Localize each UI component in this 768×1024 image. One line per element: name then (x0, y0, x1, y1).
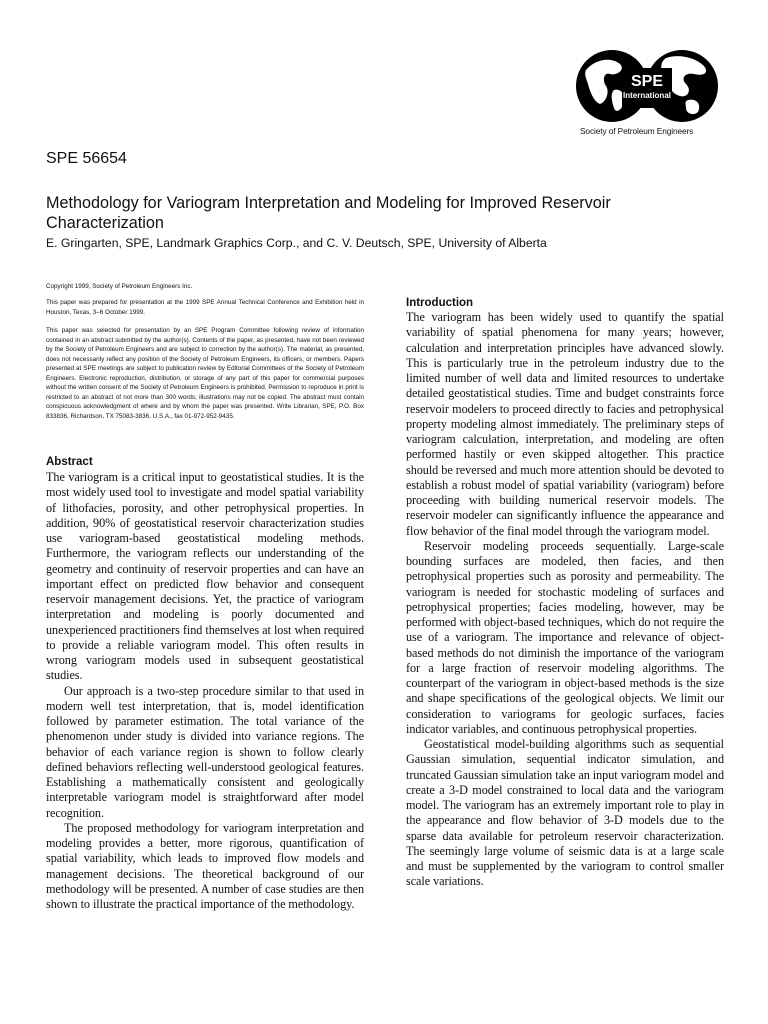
abstract-paragraph: The variogram is a critical input to geostatistical studies. It is the most widely used tool to investigate and model spatial variability of lithofacies, porosity, and other petrophysical properties. In addition, 90% of geostatistical reservoir characterization studies use variogram-based geostatistical modeling methods. Furthermore, the variogram reflects our understanding of the geometry and continuity of reservoir properties and can have an important effect on predicted flow behavior and consequent reservoir management decisions. Yet, the practice of variogram interpretation and modeling is poorly documented and unexperienced practitioners find themselves at lost when required to provide a reliable variogram model. This often results in wrong variogram models used in subsequent geostatistical studies. (46, 470, 364, 683)
paper-number: SPE 56654 (46, 150, 127, 167)
introduction-body (406, 310, 724, 890)
abstract-paragraph: Our approach is a two-step procedure similar to that used in modern well test interpretation, that is, model identification followed by parameter estimation. The total variance of the phenomenon under study is divided into variance regions. The behavior of each variance region is shown to follow clearly defined behaviors reflecting well-understood geological features. Establishing a mathematically consistent and geologically interpretable variogram model is straightforward after model recognition. (46, 683, 364, 820)
authors: E. Gringarten, SPE, Landmark Graphics Corp., and C. V. Deutsch, SPE, University of Alberta (46, 236, 547, 250)
spe-logo (576, 46, 718, 142)
introduction-paragraph: Geostatistical model-building algorithms such as sequential Gaussian simulation, sequential indicator simulation, and truncated Gaussian simulation take an input variogram model and create a 3-D model constrained to local data and the variogram model. The variogram has an extremely important role to play in the appearance and flow behavior of 3-D models due to the sparse data available for petroleum reservoir characterization. The seemingly large volume of seismic data is at a large scale and must be supplemented by the variogram to control smaller scale variations. (406, 737, 724, 889)
copyright-notice: Copyright 1999, Society of Petroleum Engineers Inc. (46, 283, 193, 290)
selection-notice: This paper was selected for presentation by an SPE Program Committee following review of information contained in an abstract submitted by the author(s). Contents of the paper, as presented, have not been reviewed by the Society of Petroleum Engineers and are subject to correction by the author(s). The material, as presented, does not necessarily reflect any position of the Society of Petroleum Engineers, its officers, or members. Papers presented at SPE meetings are subject to publication review by Editorial Committees of the Society of Petroleum Engineers. Electronic reproduction, distribution, or storage of any part of this paper for commercial purposes without the written consent of the Society of Petroleum Engineers is prohibited. Permission to reproduce in print is restricted to an abstract of not more than 300 words; illustrations may not be copied. The abstract must contain conspicuous acknowledgment of where and by whom the paper was presented. Write Librarian, SPE, P.O. Box 833836, Richardson, TX 75083-3836, U.S.A., fax 01-972-952-9435. (46, 327, 364, 420)
introduction-paragraph: Reservoir modeling proceeds sequentially. Large-scale bounding surfaces are modeled, then facies, and then petrophysical properties such as porosity and permeability. The variogram is needed for stochastic modeling of surfaces and petrophysical properties; facies modeling, however, may be performed with object-based techniques, which do not require the use of a variogram. The importance and relevance of object-based methods do not diminish the importance of the variogram for a large fraction of reservoir modeling algorithms. The counterpart of the variogram in object-based methods is the size and shape specifications of the geological objects. We limit our consideration to variograms for geologic surfaces, facies indicator variables, and continuous petrophysical properties. (406, 538, 724, 736)
logo-brand: SPE (630, 73, 664, 90)
logo-subtitle: International (622, 91, 672, 100)
introduction-heading: Introduction (406, 297, 474, 309)
abstract-paragraph: The proposed methodology for variogram interpretation and modeling provides a better, more rigorous, quantification of spatial variability, which leads to improved flow models and management decisions. The theoretical background of our methodology will be presented. A number of case studies are then shown to illustrate the practical importance of the methodology. (46, 820, 364, 911)
presentation-notice: This paper was prepared for presentation at the 1999 SPE Annual Technical Conference and Exhibition held in Houston, Texas, 3–6 October 1999. (46, 299, 364, 316)
logo-caption: Society of Petroleum Engineers (580, 126, 694, 136)
paper-title: Methodology for Variogram Interpretation and Modeling for Improved Reservoir Characterization (46, 194, 611, 232)
introduction-paragraph: The variogram has been widely used to quantify the spatial variability of spatial phenomena for many years; however, calculation and interpretation principles have advanced slowly. This is particularly true in the petroleum industry due to the limited number of well data and limited resources to undertake detailed geostatistical studies. Time and budget constraints force reservoir modelers to proceed directly to facies and petrophysical property modeling almost immediately. The preliminary steps of variogram calculation, interpretation, and modeling are often performed hastily or even skipped altogether. This practice should be reversed and much more attention should be devoted to establish a robust model of spatial variability (variogram) before proceeding with building numerical reservoir models. The reservoir modeler can significantly influence the appearance and flow behavior of the final model through the variogram model. (406, 310, 724, 538)
abstract-heading: Abstract (46, 456, 93, 468)
globe-icon (576, 46, 718, 128)
abstract-body (46, 470, 364, 912)
